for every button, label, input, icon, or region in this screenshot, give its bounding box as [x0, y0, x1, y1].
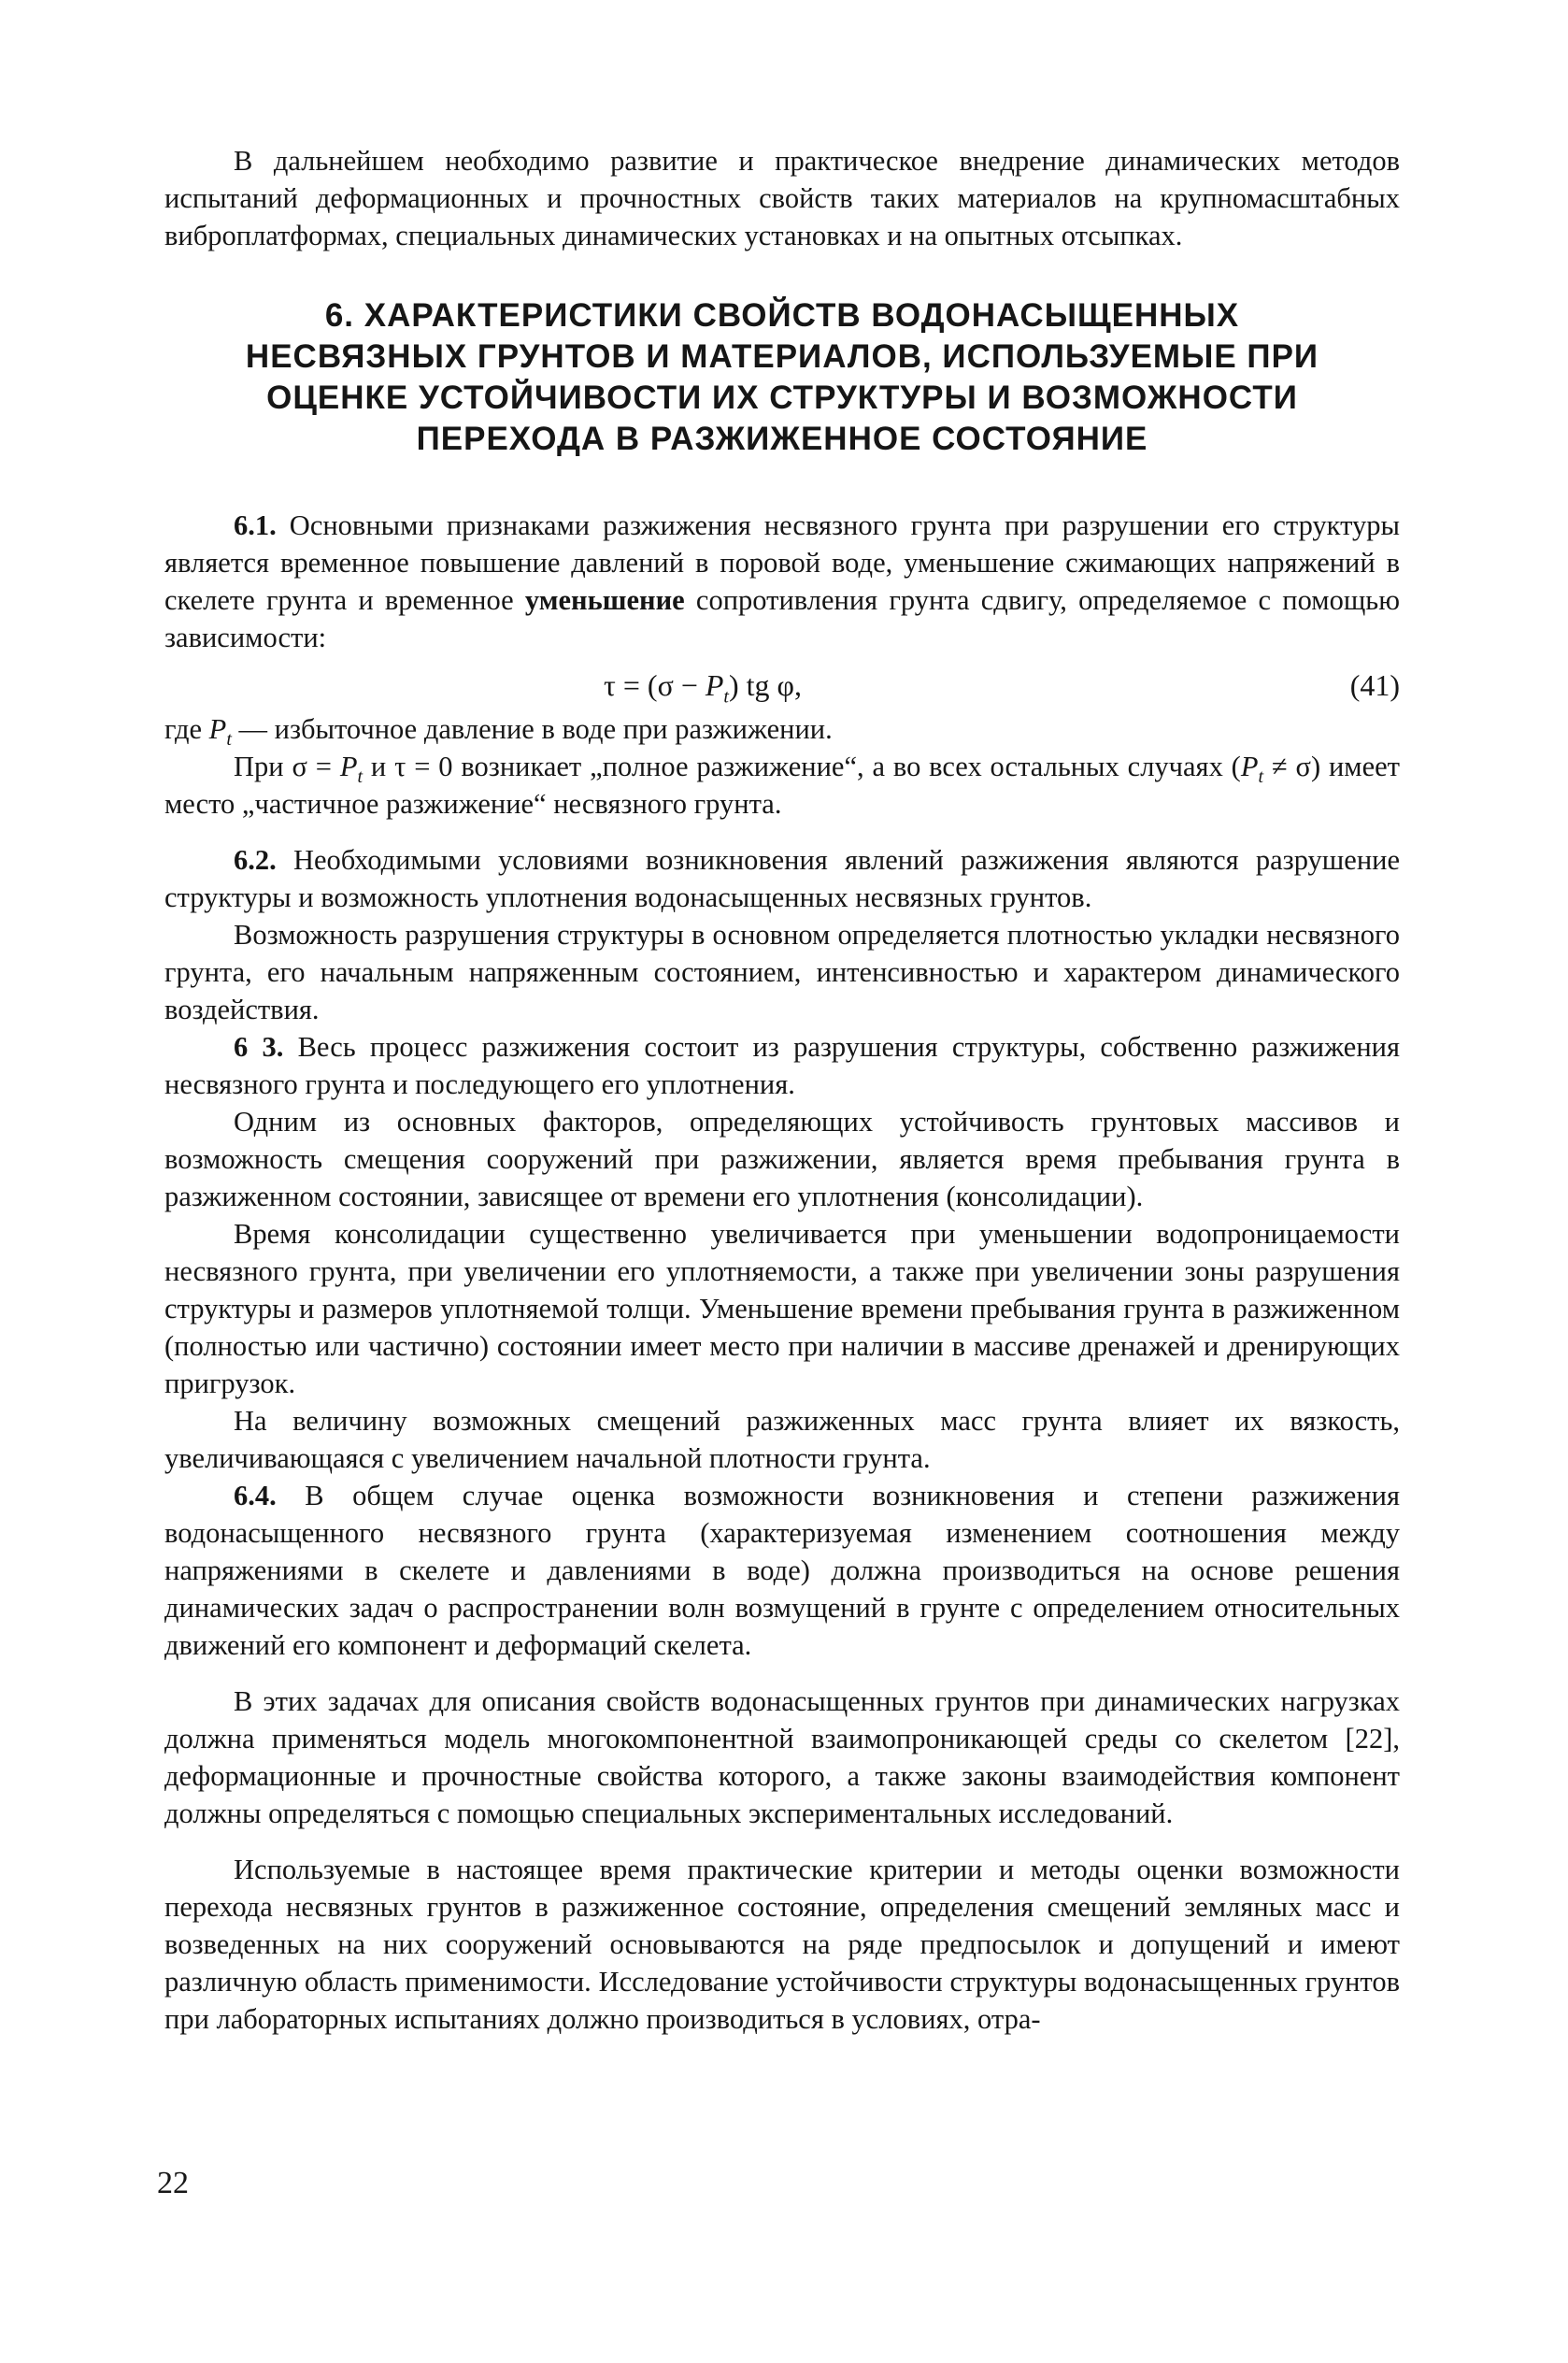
clause-number: 6 3.	[234, 1031, 284, 1063]
cases-paragraph	[164, 748, 1400, 823]
heading-line: ПЕРЕХОДА В РАЗЖИЖЕННОЕ СОСТОЯНИЕ	[416, 421, 1148, 457]
paragraph-text: Необходимыми условиями возникновения явлений разжижения являются разрушение структуры и возможность уплотнения водонасыщенных несвязных грунтов.	[164, 844, 1401, 913]
paragraph-6-4	[164, 1477, 1400, 1664]
cases-sub: t	[357, 766, 363, 788]
formula-expression	[604, 660, 802, 710]
section-heading	[164, 295, 1400, 460]
text-column	[164, 142, 1400, 2038]
formula-rhs: ) tg φ,	[728, 668, 802, 702]
criteria-paragraph: Используемые в настоящее время практические критерии и методы оценки возможности перехода несвязных грунтов в разжиженное состояние, определения смещений земляных масс и возведенных на них сооружений основываются на ряде предпосылок и допущений и имеют различную область применимости. Исследование устойчивости структуры водонасыщенных грунтов при лабораторных испытаниях должно производиться в условиях, отра-	[164, 1854, 1400, 2035]
paragraph-6-2	[164, 841, 1400, 916]
heading-line: ОЦЕНКЕ УСТОЙЧИВОСТИ ИХ СТРУКТУРЫ И ВОЗМОЖНОСТИ	[266, 380, 1298, 416]
cases-sub: t	[1258, 766, 1264, 788]
formula-sub: t	[723, 686, 729, 708]
paragraph-text: Весь процесс разжижения состоит из разрушения структуры, собственно разжижения несвязного грунта и последующего его уплотнения.	[164, 1031, 1401, 1100]
cases-var: P	[1240, 751, 1259, 782]
bold-word: уменьшение	[524, 584, 685, 616]
paragraph-6-3	[164, 1028, 1400, 1103]
where-var: P	[208, 713, 227, 745]
where-prefix: где	[164, 713, 209, 745]
cases-var: P	[339, 751, 358, 782]
where-line	[164, 710, 1400, 751]
formula-var: P	[705, 668, 724, 702]
formula-lhs: τ = (σ −	[604, 668, 706, 702]
heading-line: 6. ХАРАКТЕРИСТИКИ СВОЙСТВ ВОДОНАСЫЩЕННЫХ	[324, 297, 1240, 334]
where-sub: t	[226, 729, 232, 751]
paragraph-text: Основными признаками разжижения несвязного грунта при разрушении его структуры является временное повышение давлений в поровой воде, уменьшение сжимающих напряжений в скелете грунта и временное	[164, 509, 1400, 616]
where-text: — избыточное давление в воде при разжижении.	[231, 713, 833, 745]
paragraph-text: В общем случае оценка возможности возникновения и степени разжижения водонасыщенного несвязного грунта (характеризуемая изменением соотношения между напряжениями в скелете и давлениями в воде) должна производиться на основе решения динамических задач о распространении волн возмущений в грунте с определением относительных движений его компонент и деформаций скелета.	[164, 1480, 1400, 1661]
heading-line: НЕСВЯЗНЫХ ГРУНТОВ И МАТЕРИАЛОВ, ИСПОЛЬЗУЕМЫЕ ПРИ	[245, 338, 1319, 375]
clause-number: 6.2.	[234, 844, 277, 876]
page-number: 22	[157, 2166, 189, 2200]
paragraph-text: сопротивления грунта сдвигу, определяемое с помощью зависимости:	[164, 584, 1400, 653]
clause-number: 6.1.	[234, 509, 277, 541]
structure-paragraph: Возможность разрушения структуры в основном определяется плотностью укладки несвязного грунта, его начальным напряженным состоянием, интенсивностью и характером динамического воздействия.	[164, 919, 1400, 1025]
paragraph-6-1	[164, 507, 1400, 656]
viscosity-paragraph: На величину возможных смещений разжиженных масс грунта влияет их вязкость, увеличивающаяся с увеличением начальной плотности грунта.	[164, 1405, 1400, 1474]
cases-text: При σ =	[234, 751, 340, 782]
formula-41	[164, 660, 1400, 710]
cases-text: и τ = 0 возникает „полное разжижение“, а во всех остальных случаях (	[363, 751, 1241, 782]
consolidation-paragraph: Время консолидации существенно увеличивается при уменьшении водопроницаемости несвязного грунта, при увеличении его уплотняемости, а также при увеличении зоны разрушения структуры и размеров уплотняемой толщи. Уменьшение времени пребывания грунта в разжиженном (полностью или частично) состоянии имеет место при наличии в массиве дренажей и дренирующих пригрузок.	[164, 1218, 1400, 1399]
cases-text: ≠ σ) имеет место „частичное разжижение“ несвязного грунта.	[164, 751, 1400, 820]
clause-number: 6.4.	[234, 1480, 277, 1511]
factor-paragraph: Одним из основных факторов, определяющих устойчивость грунтовых массивов и возможность смещения сооружений при разжижении, является время пребывания грунта в разжиженном состоянии, зависящее от времени его уплотнения (консолидации).	[164, 1106, 1400, 1212]
equation-number: (41)	[1349, 668, 1400, 702]
intro-paragraph: В дальнейшем необходимо развитие и практическое внедрение динамических методов испытаний деформационных и прочностных свойств таких материалов на крупномасштабных виброплатформах, специальных динамических установках и на опытных отсыпках.	[164, 145, 1400, 251]
tasks-paragraph: В этих задачах для описания свойств водонасыщенных грунтов при динамических нагрузках должна применяться модель многокомпонентной взаимопроникающей среды со скелетом [22], деформационные и прочностные свойства которого, а также законы взаимодействия компонент должны определяться с помощью специальных экспериментальных исследований.	[164, 1685, 1400, 1829]
